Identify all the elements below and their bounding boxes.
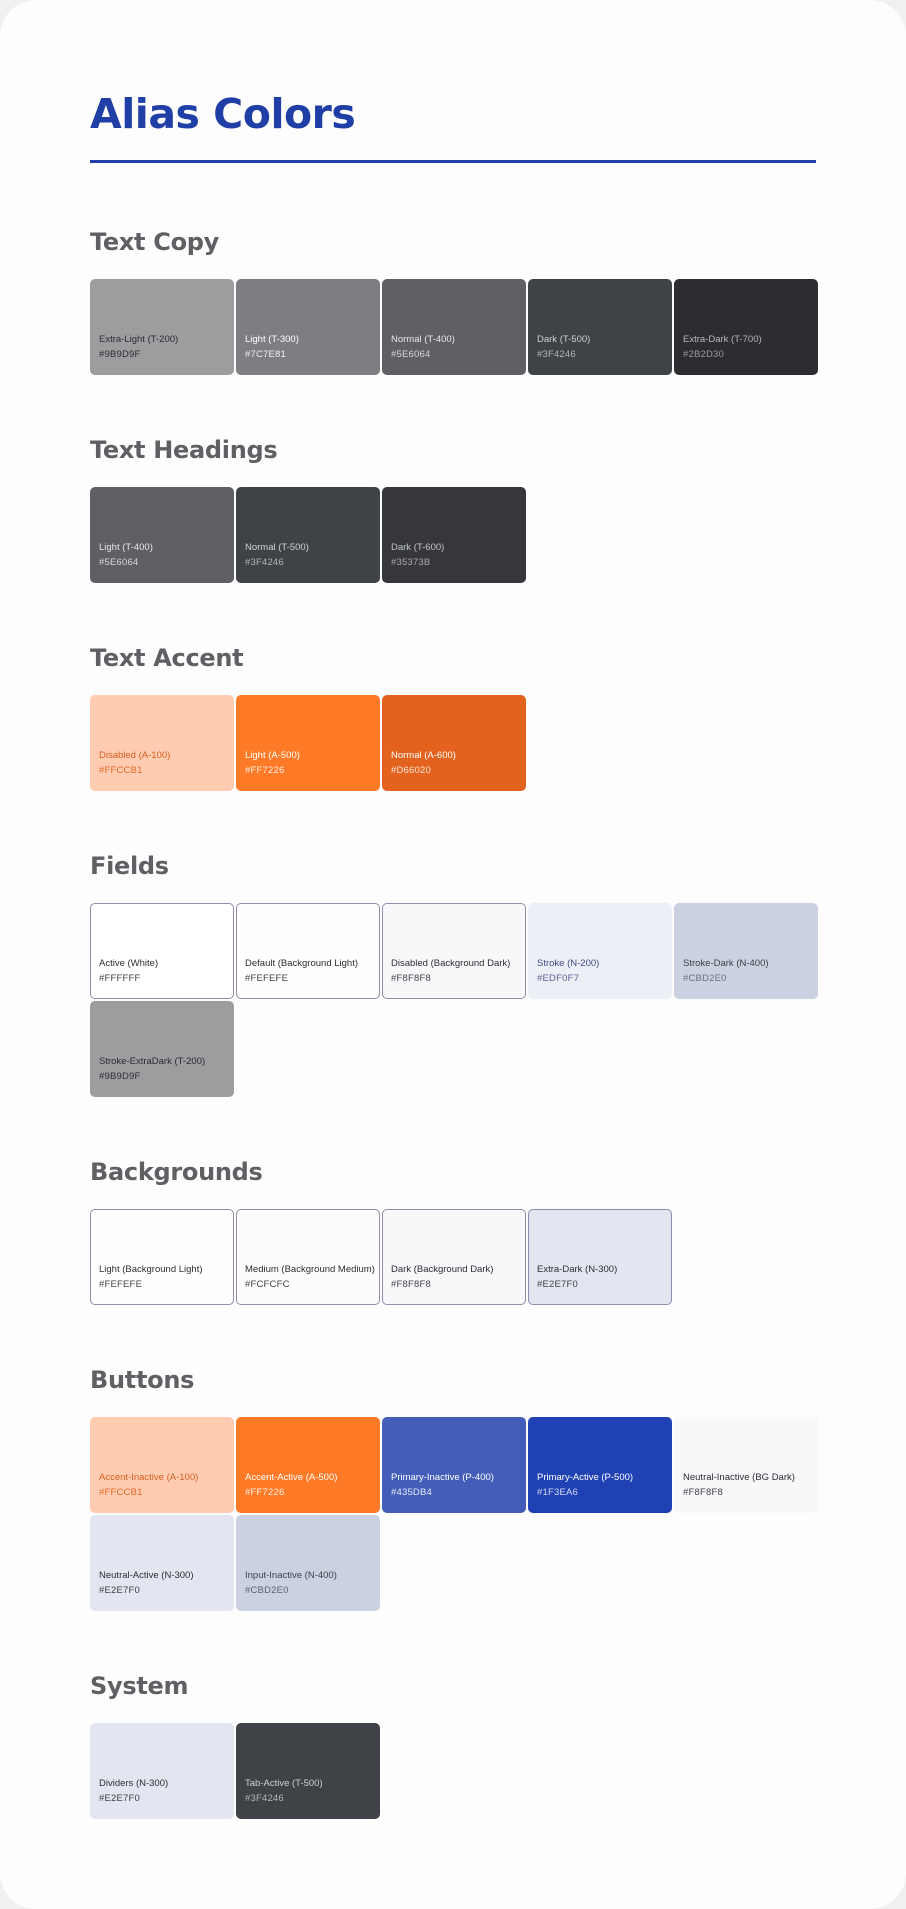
color-swatch <box>236 1417 380 1513</box>
swatch-label: Primary-Inactive (P-400) <box>391 1472 494 1483</box>
swatch-label: Accent-Inactive (A-100) <box>99 1472 199 1483</box>
swatch-grid <box>90 1209 818 1305</box>
swatch-hex-code: #9B9D9F <box>99 1071 141 1082</box>
swatch-label: Neutral-Inactive (BG Dark) <box>683 1472 795 1483</box>
swatch-label: Normal (T-500) <box>245 542 309 553</box>
color-swatch <box>90 1001 234 1097</box>
section-title: Buttons <box>90 1366 195 1394</box>
section-backgrounds <box>90 1157 818 1305</box>
color-swatch <box>236 1515 380 1611</box>
color-swatch <box>90 1417 234 1513</box>
swatch-label: Dark (Background Dark) <box>391 1264 494 1275</box>
swatch-hex-code: #E2E7F0 <box>537 1279 579 1290</box>
section-title: Text Accent <box>90 644 244 672</box>
swatch-grid <box>90 279 818 375</box>
swatch-label: Default (Background Light) <box>245 958 359 969</box>
swatch-hex-code: #FF7226 <box>245 765 285 776</box>
color-swatch <box>236 487 380 583</box>
swatch-hex-code: #FCFCFC <box>245 1279 290 1290</box>
color-swatch <box>236 1723 380 1819</box>
swatch-grid <box>90 1417 818 1611</box>
color-swatch <box>90 279 234 375</box>
swatch-grid <box>90 695 818 791</box>
swatch-hex-code: #9B9D9F <box>99 349 141 360</box>
color-swatch <box>528 279 672 375</box>
swatch-hex-code: #CBD2E0 <box>683 973 727 984</box>
section-text-copy <box>90 227 818 375</box>
swatch-hex-code: #D66020 <box>391 765 431 776</box>
swatch-grid <box>90 903 818 1097</box>
color-swatch <box>90 487 234 583</box>
swatch-label: Dark (T-600) <box>391 542 445 553</box>
swatch-label: Dark (T-500) <box>537 334 591 345</box>
swatch-label: Extra-Light (T-200) <box>99 334 179 345</box>
color-swatch <box>236 1209 380 1305</box>
swatch-label: Normal (T-400) <box>391 334 455 345</box>
swatch-hex-code: #5E6064 <box>99 557 139 568</box>
swatch-hex-code: #5E6064 <box>391 349 431 360</box>
color-swatch <box>382 903 526 999</box>
swatch-label: Active (White) <box>99 958 159 969</box>
color-swatch <box>674 279 818 375</box>
swatch-label: Neutral-Active (N-300) <box>99 1570 194 1581</box>
swatch-hex-code: #35373B <box>391 557 431 568</box>
color-swatch <box>382 487 526 583</box>
swatch-label: Stroke (N-200) <box>537 958 600 969</box>
color-swatch <box>382 1417 526 1513</box>
color-swatch <box>90 1515 234 1611</box>
color-swatch <box>90 1723 234 1819</box>
color-swatch <box>382 695 526 791</box>
swatch-label: Disabled (Background Dark) <box>391 958 511 969</box>
swatch-hex-code: #FEFEFE <box>99 1279 143 1290</box>
swatch-label: Tab-Active (T-500) <box>245 1778 323 1789</box>
swatch-label: Light (Background Light) <box>99 1264 203 1275</box>
color-swatch <box>528 1417 672 1513</box>
section-text-headings <box>90 435 818 583</box>
swatch-label: Disabled (A-100) <box>99 750 171 761</box>
swatch-hex-code: #F8F8F8 <box>391 1279 431 1290</box>
swatch-hex-code: #1F3EA6 <box>537 1487 579 1498</box>
color-swatch <box>90 1209 234 1305</box>
color-swatch <box>528 1209 672 1305</box>
swatch-label: Dividers (N-300) <box>99 1778 169 1789</box>
section-text-accent <box>90 643 818 791</box>
page-title: Alias Colors <box>90 90 356 138</box>
swatch-hex-code: #CBD2E0 <box>245 1585 289 1596</box>
swatch-hex-code: #FF7226 <box>245 1487 285 1498</box>
swatch-hex-code: #F8F8F8 <box>391 973 431 984</box>
swatch-label: Light (A-500) <box>245 750 300 761</box>
swatch-hex-code: #FEFEFE <box>245 973 289 984</box>
swatch-hex-code: #E2E7F0 <box>99 1793 141 1804</box>
swatch-label: Input-Inactive (N-400) <box>245 1570 337 1581</box>
section-system <box>90 1671 818 1819</box>
swatch-hex-code: #7C7E81 <box>245 349 287 360</box>
section-title: Text Headings <box>90 436 278 464</box>
swatch-label: Normal (A-600) <box>391 750 456 761</box>
swatch-label: Light (T-300) <box>245 334 299 345</box>
color-swatch <box>674 903 818 999</box>
swatch-label: Extra-Dark (T-700) <box>683 334 762 345</box>
color-swatch <box>674 1417 818 1513</box>
swatch-label: Medium (Background Medium) <box>245 1264 375 1275</box>
swatch-label: Extra-Dark (N-300) <box>537 1264 618 1275</box>
color-swatch <box>382 1209 526 1305</box>
color-swatch <box>236 903 380 999</box>
swatch-label: Stroke-Dark (N-400) <box>683 958 769 969</box>
swatch-hex-code: #435DB4 <box>391 1487 433 1498</box>
color-swatch <box>236 695 380 791</box>
section-buttons <box>90 1365 818 1611</box>
color-swatch <box>236 279 380 375</box>
swatch-hex-code: #3F4246 <box>245 1793 284 1804</box>
color-swatch <box>382 279 526 375</box>
swatch-label: Accent-Active (A-500) <box>245 1472 338 1483</box>
swatch-hex-code: #EDF0F7 <box>537 973 580 984</box>
swatch-hex-code: #F8F8F8 <box>683 1487 723 1498</box>
swatch-label: Light (T-400) <box>99 542 153 553</box>
swatch-hex-code: #3F4246 <box>245 557 284 568</box>
section-title: System <box>90 1672 189 1700</box>
swatch-hex-code: #FFFFFF <box>99 973 141 984</box>
swatch-label: Primary-Active (P-500) <box>537 1472 634 1483</box>
color-swatch <box>90 903 234 999</box>
title-divider <box>90 160 816 163</box>
swatch-hex-code: #2B2D30 <box>683 349 725 360</box>
section-fields <box>90 851 818 1097</box>
section-title: Fields <box>90 852 169 880</box>
swatch-label: Stroke-ExtraDark (T-200) <box>99 1056 206 1067</box>
swatch-hex-code: #3F4246 <box>537 349 576 360</box>
color-swatch <box>528 903 672 999</box>
swatch-grid <box>90 1723 818 1819</box>
swatch-hex-code: #FFCCB1 <box>99 1487 143 1498</box>
section-title: Backgrounds <box>90 1158 263 1186</box>
swatch-hex-code: #FFCCB1 <box>99 765 143 776</box>
color-swatch <box>90 695 234 791</box>
swatch-hex-code: #E2E7F0 <box>99 1585 141 1596</box>
swatch-grid <box>90 487 818 583</box>
section-title: Text Copy <box>90 228 219 256</box>
